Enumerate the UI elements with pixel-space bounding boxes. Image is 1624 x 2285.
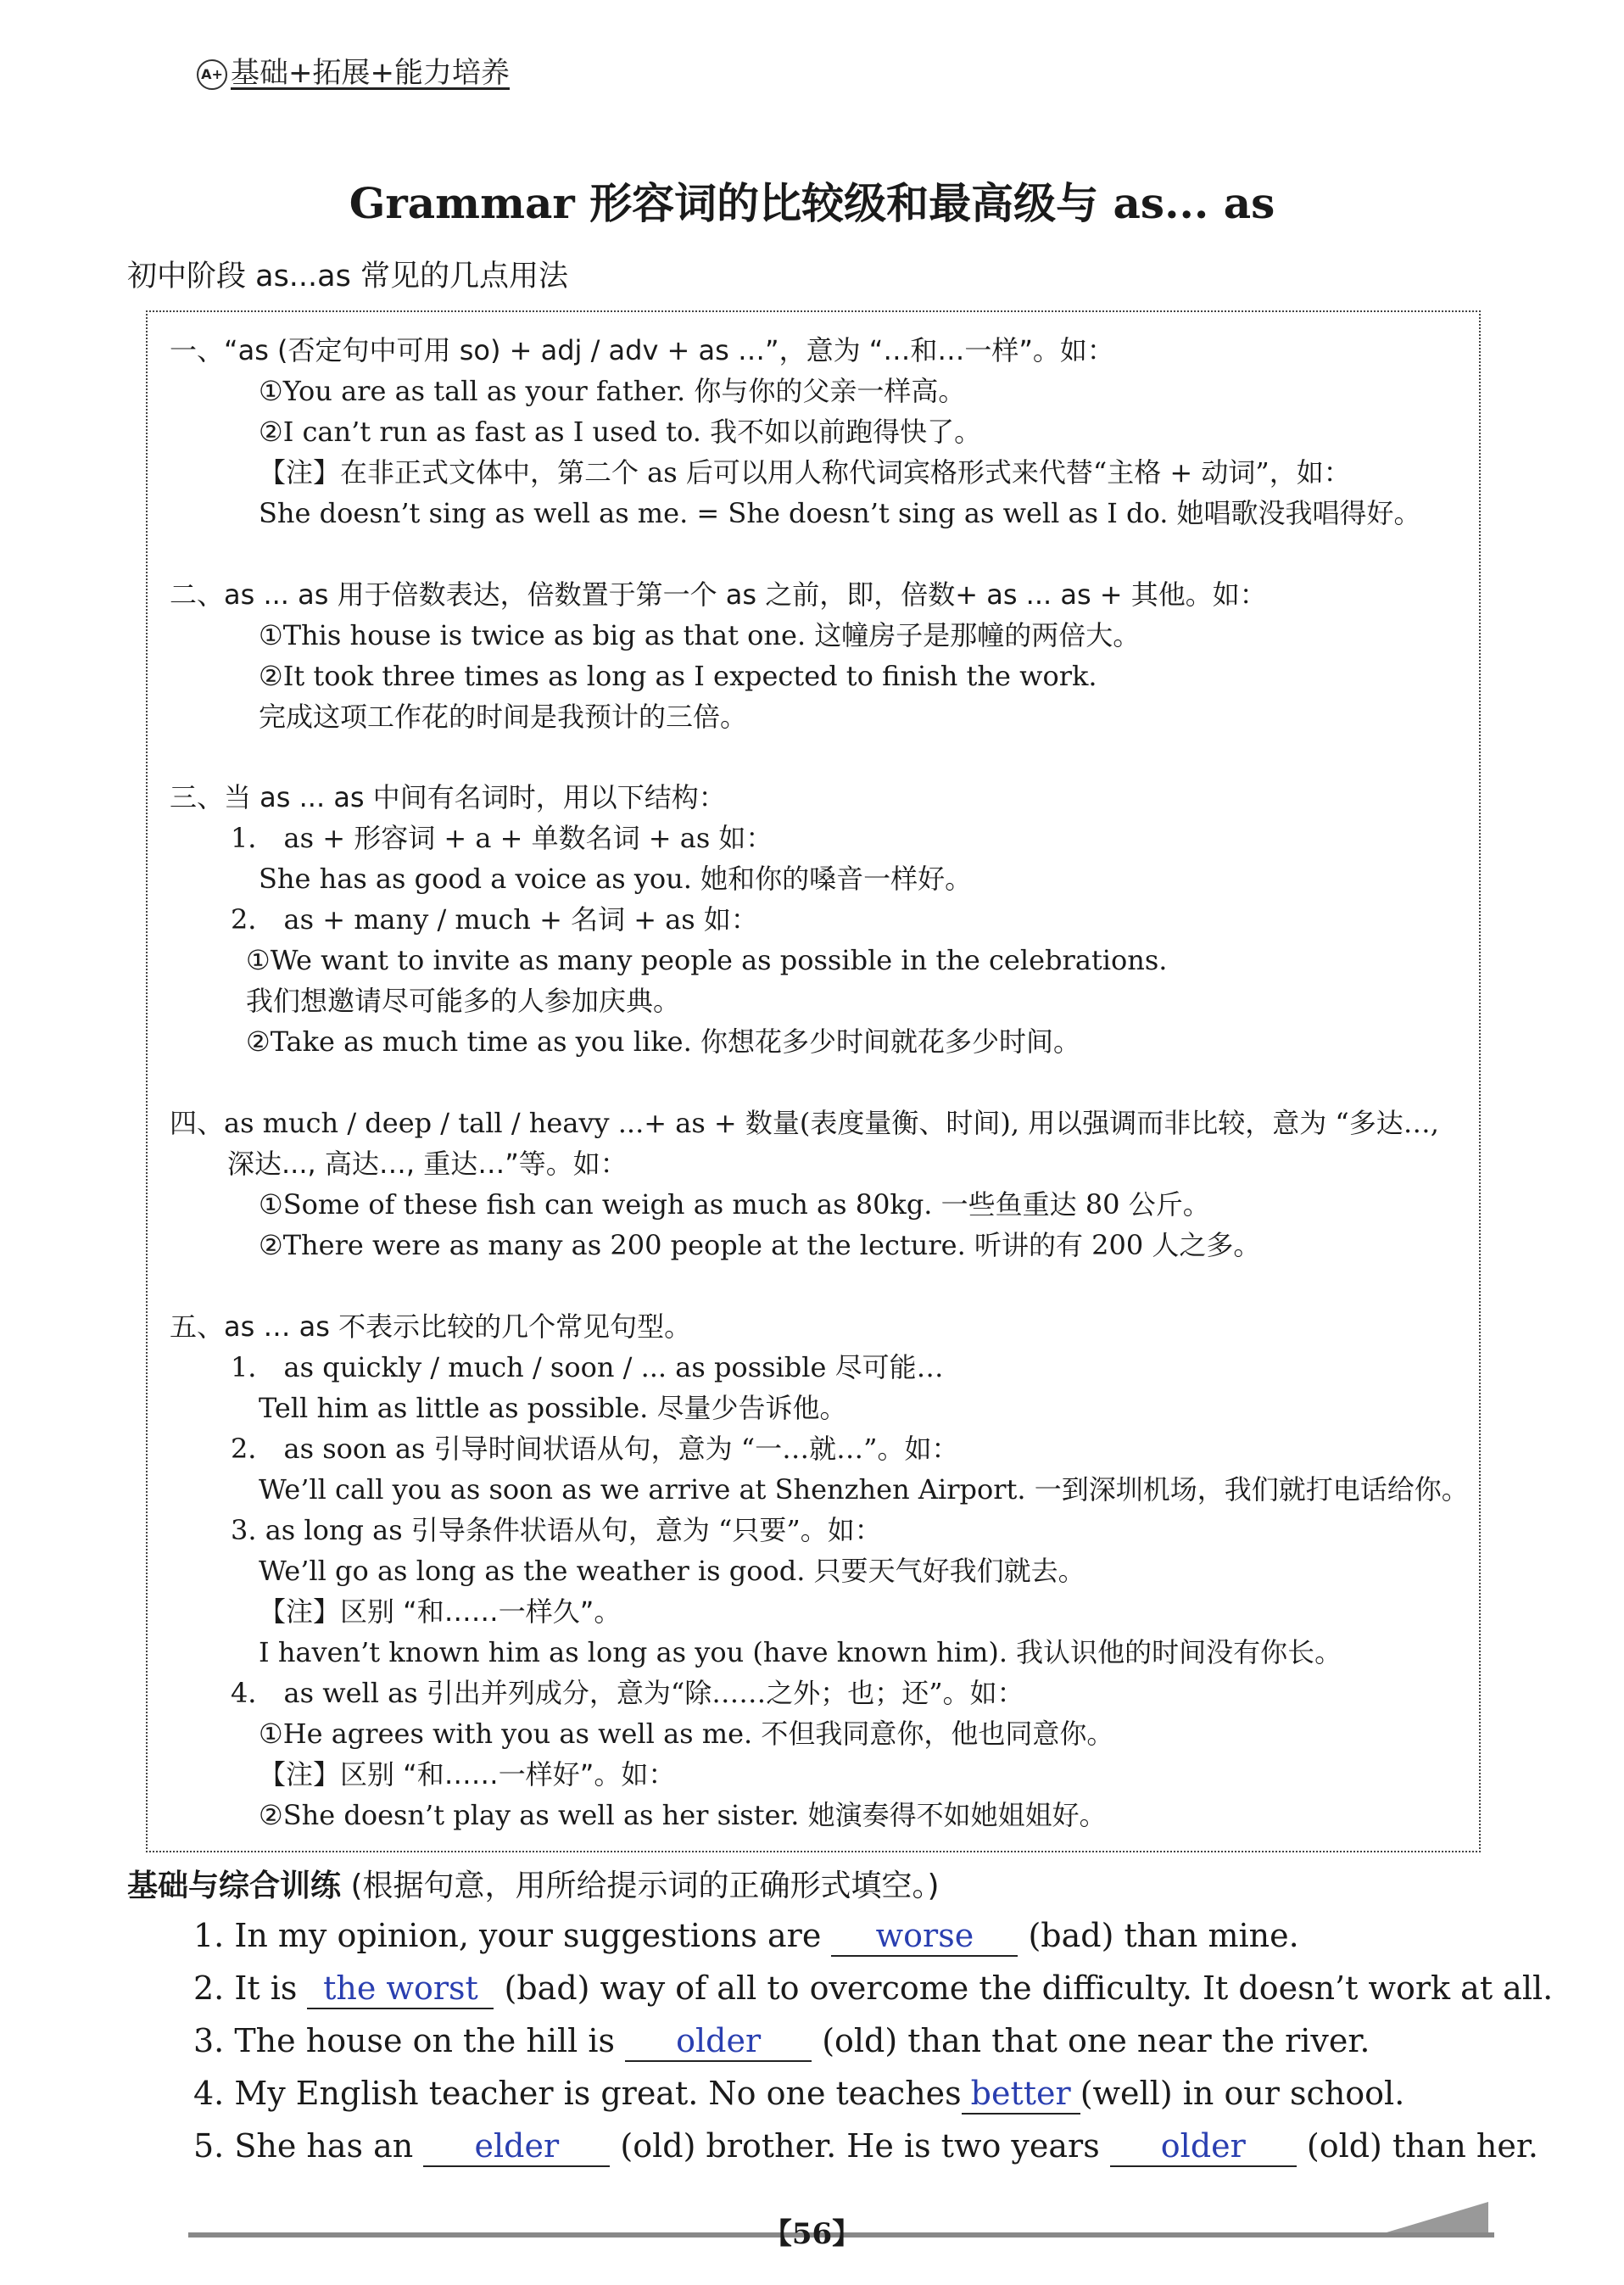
running-header: [197, 49, 510, 91]
exercise-instructions: (根据句意，用所给提示词的正确形式填空。): [341, 1869, 940, 1903]
section-3-structure-1: 1． as + 形容词 + a + 单数名词 + as 如：: [231, 822, 773, 854]
section-5-note-1-example: I haven’t known him as long as you (have known him). 我认识他的时间没有你长。: [259, 1636, 1342, 1668]
section-5-heading: 五、as … as 不表示比较的几个常见句型。: [170, 1310, 692, 1343]
section-1-note: 【注】在非正式文体中，第二个 as 后可以用人称代词宾格形式来代替“主格 + 动词”，如：: [259, 456, 1351, 489]
section-1-heading: 一、“as (否定句中可用 so) + adj / adv + as …”，意为 “…和…一样”。如：: [170, 334, 1114, 366]
exercise-question-5: 5. She has an elder (old) brother. He is two years older (old) than her.: [193, 2127, 1538, 2167]
section-5-note-1: 【注】区别 “和……一样久”。: [259, 1595, 622, 1628]
section-subtitle: 初中阶段 as...as 常见的几点用法: [127, 260, 568, 293]
page-number: 【56】: [762, 2217, 862, 2251]
section-4-heading: 四、as much / deep / tall / heavy ...+ as + 数量(表度量衡、时间), 用以强调而非比较，意为 “多达…,: [170, 1107, 1439, 1139]
answer-blank-2[interactable]: the worst: [307, 1972, 494, 2009]
section-2-example-2: ②It took three times as long as I expected to finish the work.: [259, 660, 1097, 692]
section-5-pattern-3: 3. as long as 引导条件状语从句，意为 “只要”。如：: [231, 1514, 882, 1546]
exercise-question-1: 1. In my opinion, your suggestions are worse (bad) than mine.: [193, 1917, 1299, 1957]
section-5-example-5: ②She doesn’t play as well as her sister. 她演奏得不如她姐姐好。: [259, 1799, 1107, 1831]
exercise-heading: [127, 1862, 940, 1905]
section-4-example-1: ①Some of these fish can weigh as much as 80kg. 一些鱼重达 80 公斤。: [259, 1188, 1210, 1221]
exercise-question-4: 4. My English teacher is great. No one teaches better (well) in our school.: [193, 2075, 1404, 2115]
section-3-example-3: ②Take as much time as you like. 你想花多少时间就花多少时间。: [246, 1025, 1080, 1058]
answer-blank-6[interactable]: older: [1110, 2130, 1297, 2167]
section-5-example-1: Tell him as little as possible. 尽量少告诉他。: [259, 1392, 847, 1424]
section-3-example-1: She has as good a voice as you. 她和你的嗓音一样好。: [259, 863, 973, 895]
section-5-example-3: We’ll go as long as the weather is good. 只要天气好我们就去。: [259, 1555, 1085, 1587]
section-3-structure-2: 2． as + many / much + 名词 + as 如：: [231, 903, 758, 936]
section-2-example-1: ①This house is twice as big as that one. 这幢房子是那幢的两倍大。: [259, 619, 1141, 651]
section-3-example-2-translation: 我们想邀请尽可能多的人参加庆典。: [246, 985, 681, 1017]
section-4-example-2: ②There were as many as 200 people at the lecture. 听讲的有 200 人之多。: [259, 1229, 1261, 1261]
exercise-heading-bold: 基础与综合训练: [127, 1869, 342, 1903]
series-logo-icon: A+: [197, 59, 227, 90]
header-text: 基础+拓展+能力培养: [231, 56, 510, 90]
section-1-example-2: ②I can’t run as fast as I used to. 我不如以前跑得快了。: [259, 416, 982, 448]
section-3-example-2: ①We want to invite as many people as possible in the celebrations.: [246, 944, 1168, 976]
answer-blank-4[interactable]: better: [962, 2077, 1080, 2115]
section-1-note-example: She doesn’t sing as well as me. = She doesn’t sing as well as I do. 她唱歌没我唱得好。: [259, 497, 1421, 529]
section-1-example-1: ①You are as tall as your father. 你与你的父亲一样高。: [259, 375, 966, 407]
section-3-heading: 三、当 as ... as 中间有名词时，用以下结构：: [170, 781, 726, 813]
section-5-pattern-4: 4． as well as 引出并列成分，意为“除……之外；也；还”。如：: [231, 1677, 1024, 1709]
answer-blank-1[interactable]: worse: [831, 1919, 1018, 1957]
answer-blank-3[interactable]: older: [625, 2025, 812, 2062]
page-title: Grammar 形容词的比较级和最高级与 as... as: [349, 178, 1275, 228]
section-4-heading-cont: 深达..., 高达…, 重达…”等。如：: [227, 1148, 628, 1180]
section-2-heading: 二、as ... as 用于倍数表达，倍数置于第一个 as 之前，即，倍数+ as ... as + 其他。如：: [170, 578, 1267, 611]
answer-blank-5[interactable]: elder: [423, 2130, 610, 2167]
section-5-note-2: 【注】区别 “和……一样好”。如：: [259, 1758, 676, 1791]
exercise-question-2: 2. It is the worst (bad) way of all to overcome the difficulty. It doesn’t work at all.: [193, 1969, 1553, 2009]
section-2-example-2-translation: 完成这项工作花的时间是我预计的三倍。: [259, 701, 748, 733]
section-5-example-2: We’ll call you as soon as we arrive at Shenzhen Airport. 一到深圳机场，我们就打电话给你。: [259, 1473, 1469, 1506]
section-5-example-4: ①He agrees with you as well as me. 不但我同意你，他也同意你。: [259, 1718, 1114, 1750]
exercise-question-3: 3. The house on the hill is older (old) than that one near the river.: [193, 2022, 1370, 2062]
section-5-pattern-2: 2． as soon as 引导时间状语从句，意为 “一…就…”。如：: [231, 1433, 959, 1465]
section-5-pattern-1: 1． as quickly / much / soon / ... as possible 尽可能…: [231, 1351, 944, 1383]
